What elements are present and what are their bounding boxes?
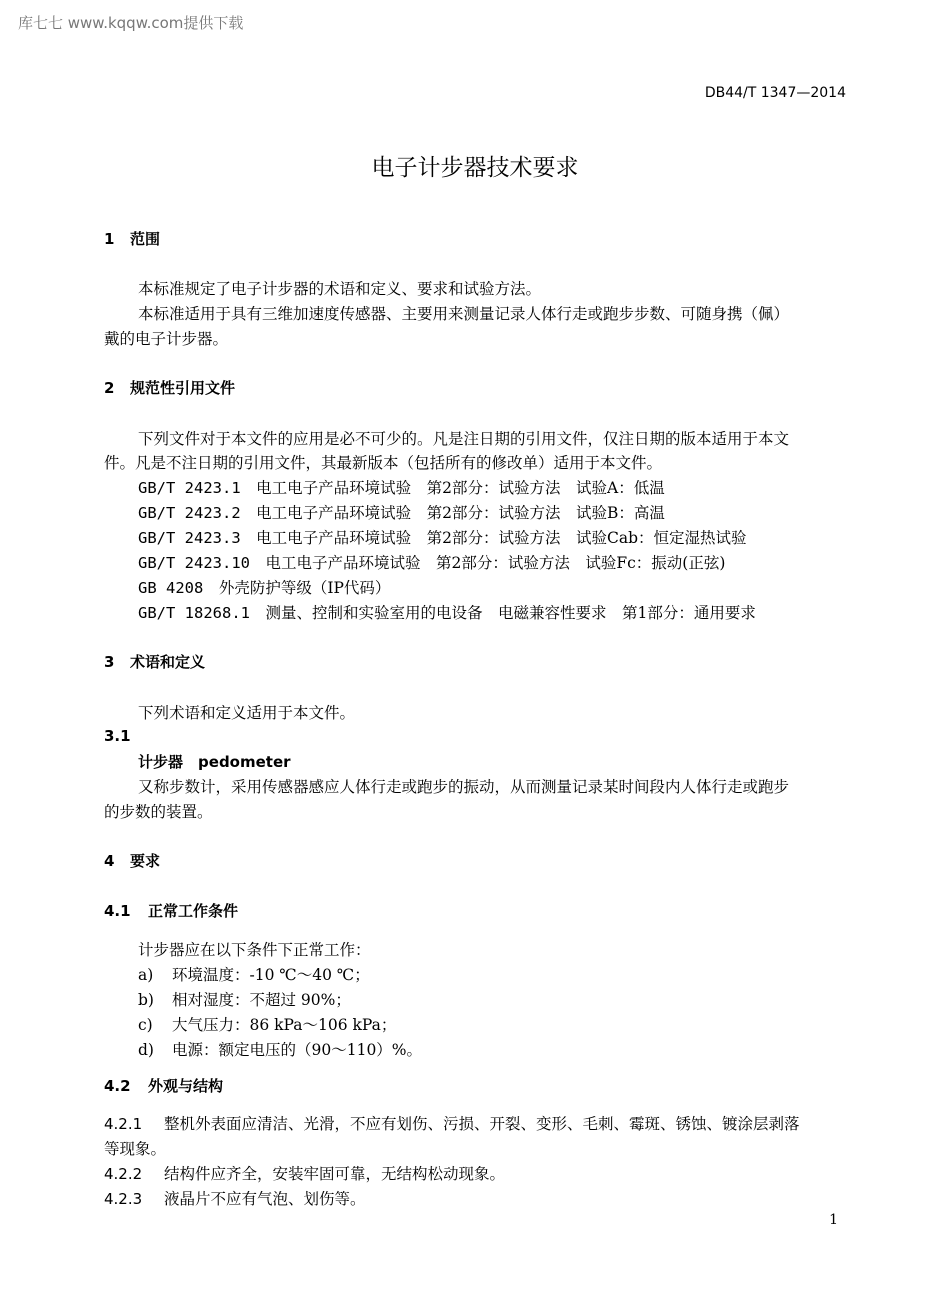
list-item: a) 环境温度：-10 ℃～40 ℃； <box>138 966 370 984</box>
definition: 的步数的装置。 <box>104 803 213 821</box>
definition: 又称步数计，采用传感器感应人体行走或跑步的振动，从而测量记录某时间段内人体行走或跑步 <box>138 778 790 796</box>
paragraph: 下列术语和定义适用于本文件。 <box>138 704 356 722</box>
list-item: c) 大气压力：86 kPa～106 kPa； <box>138 1016 397 1034</box>
page-title: 电子计步器技术要求 <box>371 155 579 181</box>
section-heading-2: 2 规范性引用文件 <box>104 379 236 397</box>
clause: 4.2.3 液晶片不应有气泡、划伤等。 <box>104 1190 366 1208</box>
clause-continuation: 等现象。 <box>104 1140 167 1158</box>
section-heading-1: 1 范围 <box>104 230 161 248</box>
reference-item: GB/T 2423.3 电工电子产品环境试验 第2部分：试验方法 试验Cab：恒定湿热试验 <box>138 529 747 547</box>
list-item: d) 电源：额定电压的（90～110）%。 <box>138 1041 423 1059</box>
reference-item: GB/T 2423.10 电工电子产品环境试验 第2部分：试验方法 试验Fc：振动(正弦) <box>138 554 726 572</box>
clause: 4.2.2 结构件应齐全，安装牢固可靠，无结构松动现象。 <box>104 1165 506 1183</box>
subsection-number: 3.1 <box>104 727 131 745</box>
section-heading-4: 4 要求 <box>104 852 161 870</box>
reference-item: GB/T 18268.1 测量、控制和实验室用的电设备 电磁兼容性要求 第1部分：通用要求 <box>138 604 756 622</box>
clause: 4.2.1 整机外表面应清洁、光滑，不应有划伤、污损、开裂、变形、毛刺、霉斑、锈蚀、镀涂层剥落 <box>104 1115 800 1133</box>
watermark: 库七七 www.kqqw.com提供下载 <box>18 14 244 32</box>
subsection-heading: 4.2 外观与结构 <box>104 1077 224 1095</box>
paragraph: 下列文件对于本文件的应用是必不可少的。凡是注日期的引用文件，仅注日期的版本适用于本文 <box>138 430 790 448</box>
paragraph: 本标准适用于具有三维加速度传感器、主要用来测量记录人体行走或跑步步数、可随身携（佩） <box>138 305 790 323</box>
paragraph: 计步器应在以下条件下正常工作： <box>138 941 371 959</box>
reference-item: GB/T 2423.1 电工电子产品环境试验 第2部分：试验方法 试验A：低温 <box>138 479 665 497</box>
reference-item: GB 4208 外壳防护等级（IP代码） <box>138 579 391 597</box>
paragraph: 本标准规定了电子计步器的术语和定义、要求和试验方法。 <box>138 280 542 298</box>
reference-item: GB/T 2423.2 电工电子产品环境试验 第2部分：试验方法 试验B：高温 <box>138 504 665 522</box>
page-number: 1 <box>829 1212 838 1228</box>
document-number: DB44/T 1347—2014 <box>704 85 846 101</box>
list-item: b) 相对湿度：不超过 90%； <box>138 991 351 1009</box>
section-heading-3: 3 术语和定义 <box>104 653 206 671</box>
term: 计步器 pedometer <box>138 753 291 771</box>
subsection-heading: 4.1 正常工作条件 <box>104 902 239 920</box>
paragraph: 件。凡是不注日期的引用文件，其最新版本（包括所有的修改单）适用于本文件。 <box>104 454 663 472</box>
paragraph: 戴的电子计步器。 <box>104 330 229 348</box>
